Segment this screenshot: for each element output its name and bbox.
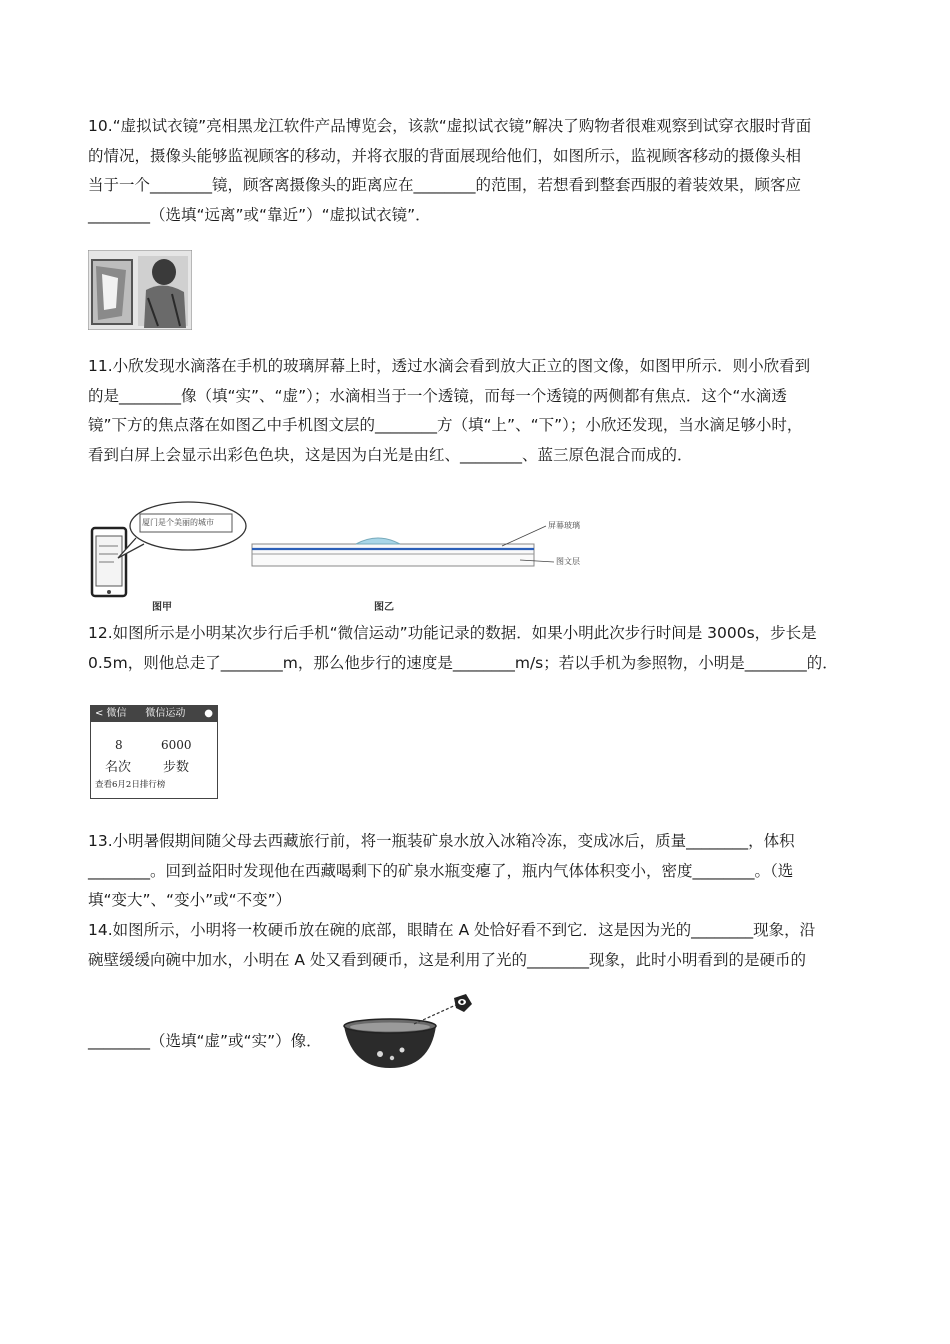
question-11 <box>88 352 878 470</box>
q11-line-1: 11.小欣发现水滴落在手机的玻璃屏幕上时，透过水滴会看到放大正立的图文像，如图甲所示．则小欣看到 <box>88 357 811 375</box>
phone-water-drop-figure <box>88 498 608 614</box>
question-13 <box>88 827 878 916</box>
bowl-coin-figure <box>340 992 476 1072</box>
q11-line-4: 看到白屏上会显示出彩色色块，这是因为白光是由红、________、蓝三原色混合而成的． <box>88 445 693 464</box>
q12-line-2: 0.5m，则他总走了________m，那么他步行的速度是________m/s；若以手机为参照物，小明是________的． <box>88 653 838 672</box>
question-12 <box>88 619 878 678</box>
steps-value: 6000 <box>161 738 192 752</box>
q13-line-3: 填“变大”、“变小”或“不变”） <box>88 891 292 909</box>
question-14-tail <box>88 1027 878 1057</box>
steps-label: 步数 <box>163 760 190 775</box>
q11-line-3: 镜”下方的焦点落在如图乙中手机图文层的________方（填“上”、“下”）；小欣还发现，当水滴足够小时， <box>88 416 803 434</box>
wechat-title-bar <box>91 706 217 722</box>
question-14 <box>88 916 878 975</box>
q13-line-2: ________。回到益阳时发现他在西藏喝剩下的矿泉水瓶变瘪了，瓶内气体体积变小，密度________。（选 <box>88 861 794 880</box>
wechat-sport-screenshot <box>90 705 218 799</box>
q10-line-1: 10.“虚拟试衣镜”亮相黑龙江软件产品博览会，该款“虚拟试衣镜”解决了购物者很难观察到试穿衣服时背面 <box>88 117 812 135</box>
caption-figure-b: 图乙 <box>374 602 394 613</box>
q13-line-1: 13.小明暑假期间随父母去西藏旅行前，将一瓶装矿泉水放入冰箱冷冻，变成冰后，质量________，体积 <box>88 832 795 850</box>
q14-line-2: 碗壁缓缓向碗中加水，小明在 A 处又看到硬币，这是利用了光的________现象，此时小明看到的是硬币的 <box>88 950 806 969</box>
person-icon: ● <box>204 708 213 719</box>
q10-line-4: ________（选填“远离”或“靠近”）“虚拟试衣镜”． <box>88 205 431 224</box>
q10-line-2: 的情况，摄像头能够监视顾客的移动，并将衣服的背面展现给他们，如图所示，监视顾客移动的摄像头相 <box>88 146 802 165</box>
caption-figure-a: 图甲 <box>152 602 172 613</box>
label-screen-glass: 屏幕玻璃 <box>548 521 580 530</box>
wechat-back: < 微信 <box>95 708 127 719</box>
rank-label: 名次 <box>105 760 132 775</box>
question-10 <box>88 112 878 230</box>
q14-line-1: 14.如图所示，小明将一枚硬币放在碗的底部，眼睛在 A 处恰好看不到它．这是因为光的________现象，沿 <box>88 921 816 939</box>
label-image-layer: 图文层 <box>556 557 580 566</box>
q10-line-3: 当于一个________镜，顾客离摄像头的距离应在________的范围，若想看到整套西服的着装效果，顾客应 <box>88 176 802 194</box>
q12-line-1: 12.如图所示是小明某次步行后手机“微信运动”功能记录的数据．如果小明此次步行时间是 3000s，步长是 <box>88 624 817 642</box>
wechat-title: 微信运动 <box>145 708 186 719</box>
q14-line-3: ________（选填“虚”或“实”）像． <box>88 1032 322 1050</box>
q11-line-2: 的是________像（填“实”、“虚”）；水滴相当于一个透镜，而每一个透镜的两侧都有焦点．这个“水滴透 <box>88 386 787 405</box>
rank-value: 8 <box>115 738 123 752</box>
virtual-mirror-photo <box>88 250 192 330</box>
wechat-footer: 查看6月2日排行榜 <box>95 780 166 790</box>
bubble-text: 厦门是个美丽的城市 <box>142 518 214 527</box>
